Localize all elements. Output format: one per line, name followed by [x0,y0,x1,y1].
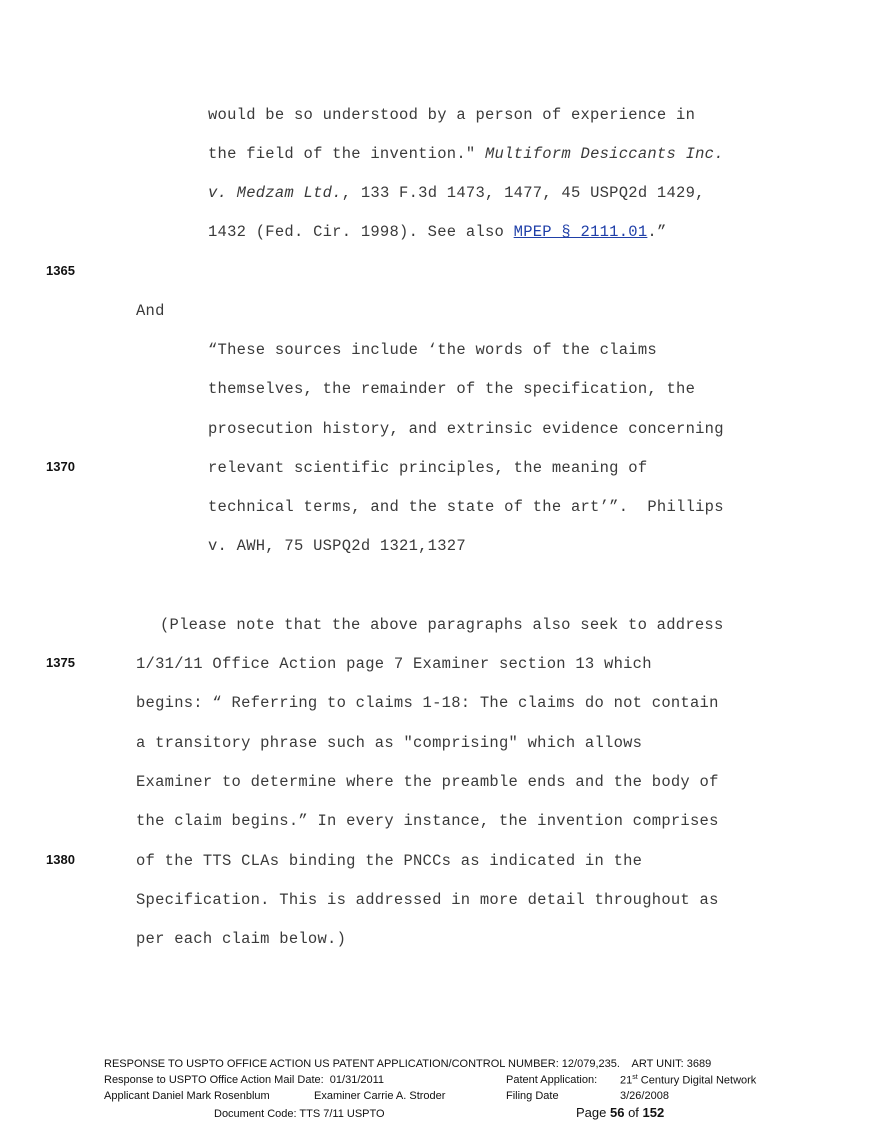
quote1-line-1: would be so understood by a person of experience in [208,106,696,124]
note-line-3: begins: “ Referring to claims 1-18: The claims do not contain [136,694,719,712]
note-line-1: (Please note that the above paragraphs also seek to address [160,616,724,634]
quote2-line-5: technical terms, and the state of the art’”. Phillips [208,498,724,516]
quote2-line-3: prosecution history, and extrinsic evidence concerning [208,420,724,438]
footer-app-num: 21 [620,1074,633,1087]
quote2-line-2: themselves, the remainder of the specification, the [208,380,696,398]
quote1-line-2-text: the field of the invention." [208,145,485,163]
quote1-line-3-text: , 133 F.3d 1473, 1477, 45 USPQ2d 1429, [341,184,705,202]
footer-patent-app-title [620,1074,756,1087]
footer-page-number [576,1105,664,1120]
page-current: 56 [609,1105,625,1120]
footer-patent-app-label: Patent Application: [506,1074,598,1086]
quote1-line-4-end: .” [647,223,667,241]
line-number-1365: 1365 [46,263,75,278]
quote2-line-6: v. AWH, 75 USPQ2d 1321,1327 [208,537,466,555]
footer-mail-date: Response to USPTO Office Action Mail Date: 01/31/2011 [104,1074,385,1086]
note-line-5: Examiner to determine where the preamble ends and the body of [136,773,719,791]
case-name-medzam: v. Medzam Ltd. [208,184,342,202]
note-line-8: Specification. This is addressed in more detail throughout as [136,891,719,909]
note-line-6: the claim begins.” In every instance, the invention comprises [136,812,719,830]
mpep-link[interactable]: MPEP § 2111.01 [513,223,648,241]
line-number-1375: 1375 [46,655,75,670]
footer-examiner: Examiner Carrie A. Stroder [314,1090,446,1102]
quote1-line-4-text: 1432 (Fed. Cir. 1998). See also [208,223,514,241]
quote1-line-2 [208,145,724,163]
and-text: And [136,302,165,320]
footer-app-sup: st [632,1074,638,1081]
quote2-line-1: “These sources include ‘the words of the claims [208,341,657,359]
footer-line-1: RESPONSE TO USPTO OFFICE ACTION US PATENT APPLICATION/CONTROL NUMBER: 12/079,235. ART UNIT: 3689 [104,1058,712,1070]
note-line-7: of the TTS CLAs binding the PNCCs as indicated in the [136,852,643,870]
page-total: 152 [642,1105,665,1120]
note-line-9: per each claim below.) [136,930,347,948]
quote1-line-4 [208,223,667,241]
page-of: of [624,1105,643,1120]
footer-filing-label: Filing Date [506,1090,559,1102]
note-line-4: a transitory phrase such as "comprising" which allows [136,734,643,752]
quote2-line-4: relevant scientific principles, the meaning of [208,459,648,477]
footer-filing-date: 3/26/2008 [620,1090,669,1102]
page-word: Page [576,1105,610,1120]
note-line-2: 1/31/11 Office Action page 7 Examiner section 13 which [136,655,652,673]
case-name-multiform: Multiform Desiccants Inc. [485,145,724,163]
line-number-1370: 1370 [46,459,75,474]
footer-applicant: Applicant Daniel Mark Rosenblum [104,1090,270,1102]
line-number-1380: 1380 [46,852,75,867]
quote1-line-3 [208,184,705,202]
footer-document-code: Document Code: TTS 7/11 USPTO [214,1108,385,1120]
footer-app-rest: Century Digital Network [637,1074,757,1087]
